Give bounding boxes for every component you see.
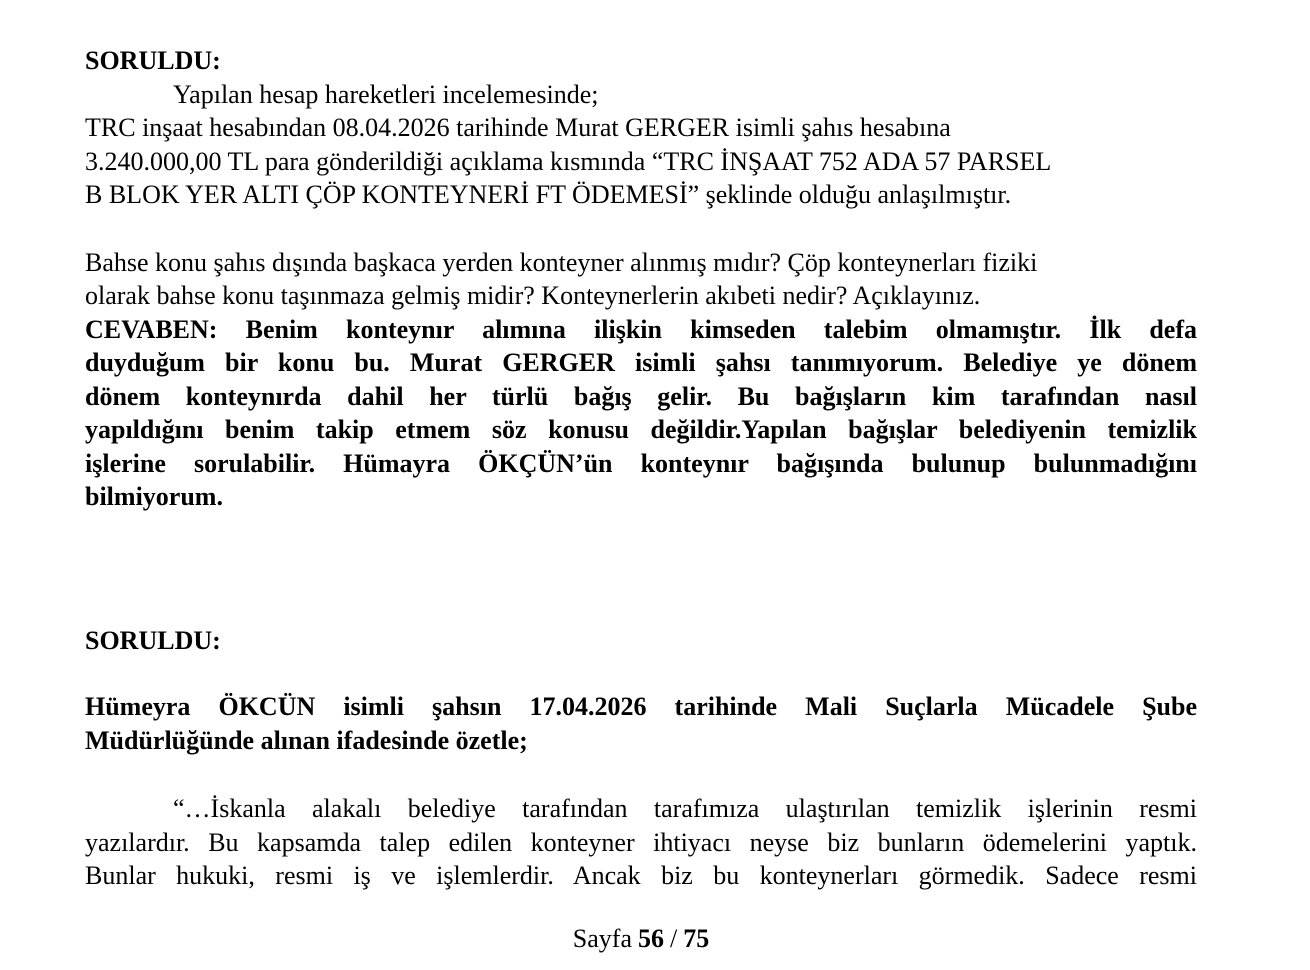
section1-heading: SORULDU: <box>85 46 221 75</box>
testimony-line: yazılardır. Bu kapsamda talep edilen konteyner ihtiyacı neyse biz bunların ödemelerini yaptık. <box>85 827 1197 857</box>
answer-line: işlerine sorulabilir. Hümayra ÖKÇÜN’ün konteynır bağışında bulunup bulunmadığını <box>85 448 1197 478</box>
testimony-line: “…İskanla alakalı belediye tarafından tarafımıza ulaştırılan temizlik işlerinin resmi <box>173 794 1197 823</box>
statement-line: Hümeyra ÖKCÜN isimli şahsın 17.04.2026 tarihinde Mali Suçlarla Mücadele Şube <box>85 692 1197 721</box>
statement-line: Müdürlüğünde alınan ifadesinde özetle; <box>85 725 528 755</box>
finding-line: TRC inşaat hesabından 08.04.2026 tarihinde Murat GERGER isimli şahıs hesabına <box>85 113 951 142</box>
footer-page-number: 56 <box>637 923 664 953</box>
footer-separator: / <box>669 923 678 953</box>
answer-line: dönem konteynırda dahil her türlü bağış gelir. Bu bağışların kim tarafından nasıl <box>85 381 1197 411</box>
footer-total-pages: 75 <box>683 923 710 953</box>
answer-line: yapıldığını benim takip etmem söz konusu değildir.Yapılan bağışlar belediyenin temizlik <box>85 415 1197 444</box>
answer-line: CEVABEN: Benim konteynır alımına ilişkin kimseden talebim olmamıştır. İlk defa <box>85 314 1197 344</box>
question-line: Bahse konu şahıs dışında başkaca yerden konteyner alınmış mıdır? Çöp konteynerları fiziki <box>85 247 1038 277</box>
answer-line: duyduğum bir konu bu. Murat GERGER isimli şahsı tanımıyorum. Belediye ye dönem <box>85 348 1197 377</box>
testimony-line: Bunlar hukuki, resmi iş ve işlemlerdir. Ancak biz bu konteynerları görmedik. Sadece resmi <box>85 861 1197 890</box>
finding-line: 3.240.000,00 TL para gönderildiği açıklama kısmında “TRC İNŞAAT 752 ADA 57 PARSEL <box>85 146 1052 176</box>
section2-heading: SORULDU: <box>85 625 221 655</box>
page-footer <box>85 922 1197 956</box>
finding-line: B BLOK YER ALTI ÇÖP KONTEYNERİ FT ÖDEMESİ” şeklinde olduğu anlaşılmıştır. <box>85 180 1012 209</box>
question-line: olarak bahse konu taşınmaza gelmiş midir? Konteynerlerin akıbeti nedir? Açıklayınız. <box>85 281 981 310</box>
finding-line: Yapılan hesap hareketleri incelemesinde; <box>173 79 599 109</box>
footer-label: Sayfa <box>572 923 632 953</box>
answer-line: bilmiyorum. <box>85 482 223 511</box>
